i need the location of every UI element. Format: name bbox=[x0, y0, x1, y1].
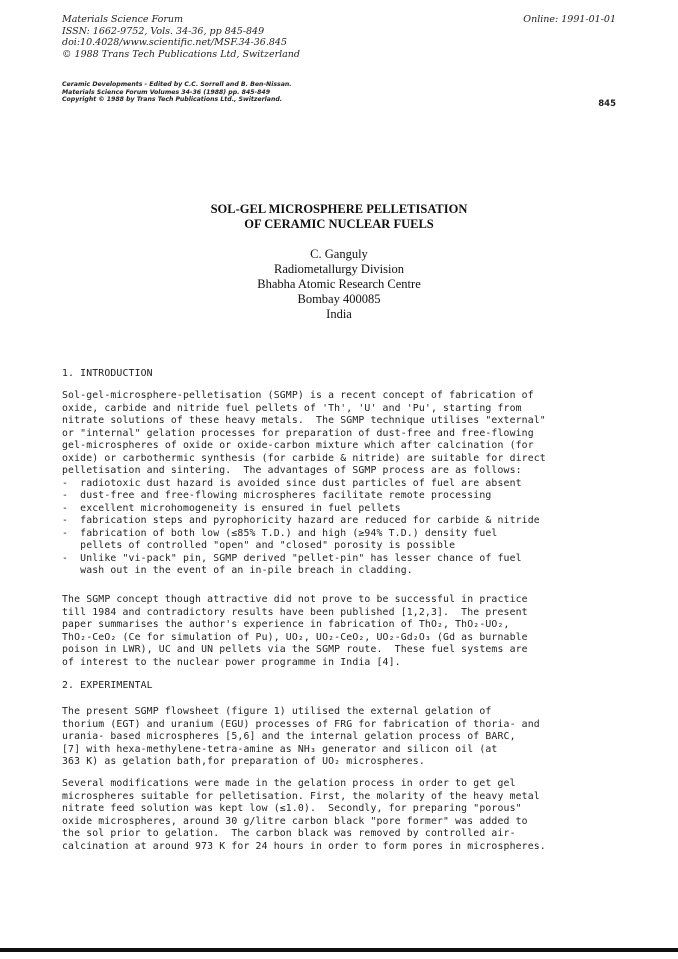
section-1-heading: 1. INTRODUCTION bbox=[62, 368, 153, 379]
paper-title bbox=[0, 202, 678, 232]
list-item: - radiotoxic dust hazard is avoided since dust particles of fuel are absent bbox=[62, 477, 522, 489]
online-date: Online: 1991-01-01 bbox=[523, 14, 616, 25]
section-1-paragraph-1 bbox=[62, 390, 632, 578]
title-line-1: SOL-GEL MICROSPHERE PELLETISATION bbox=[210, 202, 468, 216]
text-line: [7] with hexa-methylene-tetra-amine as NH₃ generator and silicon oil (at bbox=[62, 743, 498, 755]
text-line: thorium (EGT) and uranium (EGU) processes of FRG for fabrication of thoria- and bbox=[62, 718, 540, 730]
author-block bbox=[0, 247, 678, 322]
text-line: oxide, carbide and nitride fuel pellets of 'Th', 'U' and 'Pu', starting from bbox=[62, 402, 522, 414]
advantages-list bbox=[62, 478, 632, 578]
doi-line: doi:10.4028/www.scientific.net/MSF.34-36.845 bbox=[62, 37, 287, 48]
text-line: nitrate solutions of these heavy metals. The SGMP technique utilises "external" bbox=[62, 415, 546, 426]
section-2-paragraph-2 bbox=[62, 778, 632, 853]
list-item: - dust-free and free-flowing microspheres facilitate remote processing bbox=[62, 490, 492, 501]
list-item: wash out in the event of an in-pile breach in cladding. bbox=[62, 565, 413, 576]
text-line: till 1984 and contradictory results have been published [1,2,3]. The present bbox=[62, 606, 528, 618]
text-line: 363 K) as gelation bath,for preparation of UO₂ microspheres. bbox=[62, 756, 425, 767]
author-city: Bombay 400085 bbox=[297, 292, 381, 306]
text-line: The SGMP concept though attractive did not prove to be successful in practice bbox=[62, 594, 528, 605]
issn-line: ISSN: 1662-9752, Vols. 34-36, pp 845-849 bbox=[62, 25, 265, 37]
text-line: nitrate feed solution was kept low (≤1.0). Secondly, for preparing "porous" bbox=[62, 803, 522, 814]
list-item: - Unlike "vi-pack" pin, SGMP derived "pellet-pin" has lesser chance of fuel bbox=[62, 552, 522, 564]
text-line: Several modifications were made in the gelation process in order to get gel bbox=[62, 778, 516, 789]
text-line: oxide) or carbothermic synthesis (for carbide & nitride) are suitable for direct bbox=[62, 452, 546, 464]
author-name: C. Ganguly bbox=[310, 247, 368, 261]
text-line: Sol-gel-microsphere-pelletisation (SGMP) is a recent concept of fabrication of bbox=[62, 390, 534, 401]
section-2-heading: 2. EXPERIMENTAL bbox=[62, 680, 153, 691]
text-line: oxide microspheres, around 30 g/litre carbon black "pore former" was added to bbox=[62, 815, 528, 827]
text-line: gel-microspheres of oxide or oxide-carbon mixture which after calcination (for bbox=[62, 440, 534, 451]
page-number: 845 bbox=[598, 99, 616, 109]
text-line: or "internal" gelation processes for preparation of dust-free and free-flowing bbox=[62, 427, 534, 439]
author-centre: Bhabha Atomic Research Centre bbox=[257, 277, 421, 291]
text-line: urania- based microspheres [5,6] and the internal gelation process of BARC, bbox=[62, 731, 516, 742]
volume-line-3: Copyright © 1988 by Trans Tech Publications Ltd., Switzerland. bbox=[62, 96, 283, 104]
text-line: of interest to the nuclear power programme in India [4]. bbox=[62, 656, 401, 668]
text-line: microspheres suitable for pelletisation. First, the molarity of the heavy metal bbox=[62, 790, 540, 802]
text-line: poison in LWR), UC and UN pellets via the SGMP route. These fuel systems are bbox=[62, 644, 528, 655]
list-item: - fabrication of both low (≤85% T.D.) and high (≥94% T.D.) density fuel bbox=[62, 527, 498, 539]
section-1-paragraph-2 bbox=[62, 594, 632, 669]
text-line: calcination at around 973 K for 24 hours in order to form pores in microspheres. bbox=[62, 840, 546, 852]
text-line: pelletisation and sintering. The advantages of SGMP process are as follows: bbox=[62, 465, 522, 476]
scan-edge-bar bbox=[0, 948, 678, 952]
journal-name: Materials Science Forum bbox=[62, 14, 184, 25]
text-line: paper summarises the author's experience in fabrication of ThO₂, ThO₂-UO₂, bbox=[62, 619, 510, 630]
section-2-paragraph-1 bbox=[62, 706, 632, 769]
text-line: ThO₂-CeO₂ (Ce for simulation of Pu), UO₂, UO₂-CeO₂, UO₂-Gd₂O₃ (Gd as burnable bbox=[62, 631, 528, 643]
text-line: The present SGMP flowsheet (figure 1) utilised the external gelation of bbox=[62, 706, 492, 717]
online-header bbox=[62, 14, 616, 60]
text-line: the sol prior to gelation. The carbon black was removed by controlled air- bbox=[62, 828, 516, 839]
copyright-line: © 1988 Trans Tech Publications Ltd, Switzerland bbox=[62, 48, 301, 60]
list-item: pellets of controlled "open" and "closed" porosity is possible bbox=[62, 540, 456, 551]
title-line-2: OF CERAMIC NUCLEAR FUELS bbox=[244, 217, 434, 231]
volume-header bbox=[62, 81, 616, 109]
author-division: Radiometallurgy Division bbox=[274, 262, 404, 276]
volume-line-2: Materials Science Forum Volumes 34-36 (1988) pp. 845-849 bbox=[62, 88, 271, 96]
list-item: - fabrication steps and pyrophoricity hazard are reduced for carbide & nitride bbox=[62, 515, 540, 526]
author-country: India bbox=[326, 307, 352, 321]
volume-line-1: Ceramic Developments - Edited by C.C. Sorrell and B. Ben-Nissan. bbox=[62, 81, 292, 88]
list-item: - excellent microhomogeneity is ensured in fuel pellets bbox=[62, 502, 401, 514]
